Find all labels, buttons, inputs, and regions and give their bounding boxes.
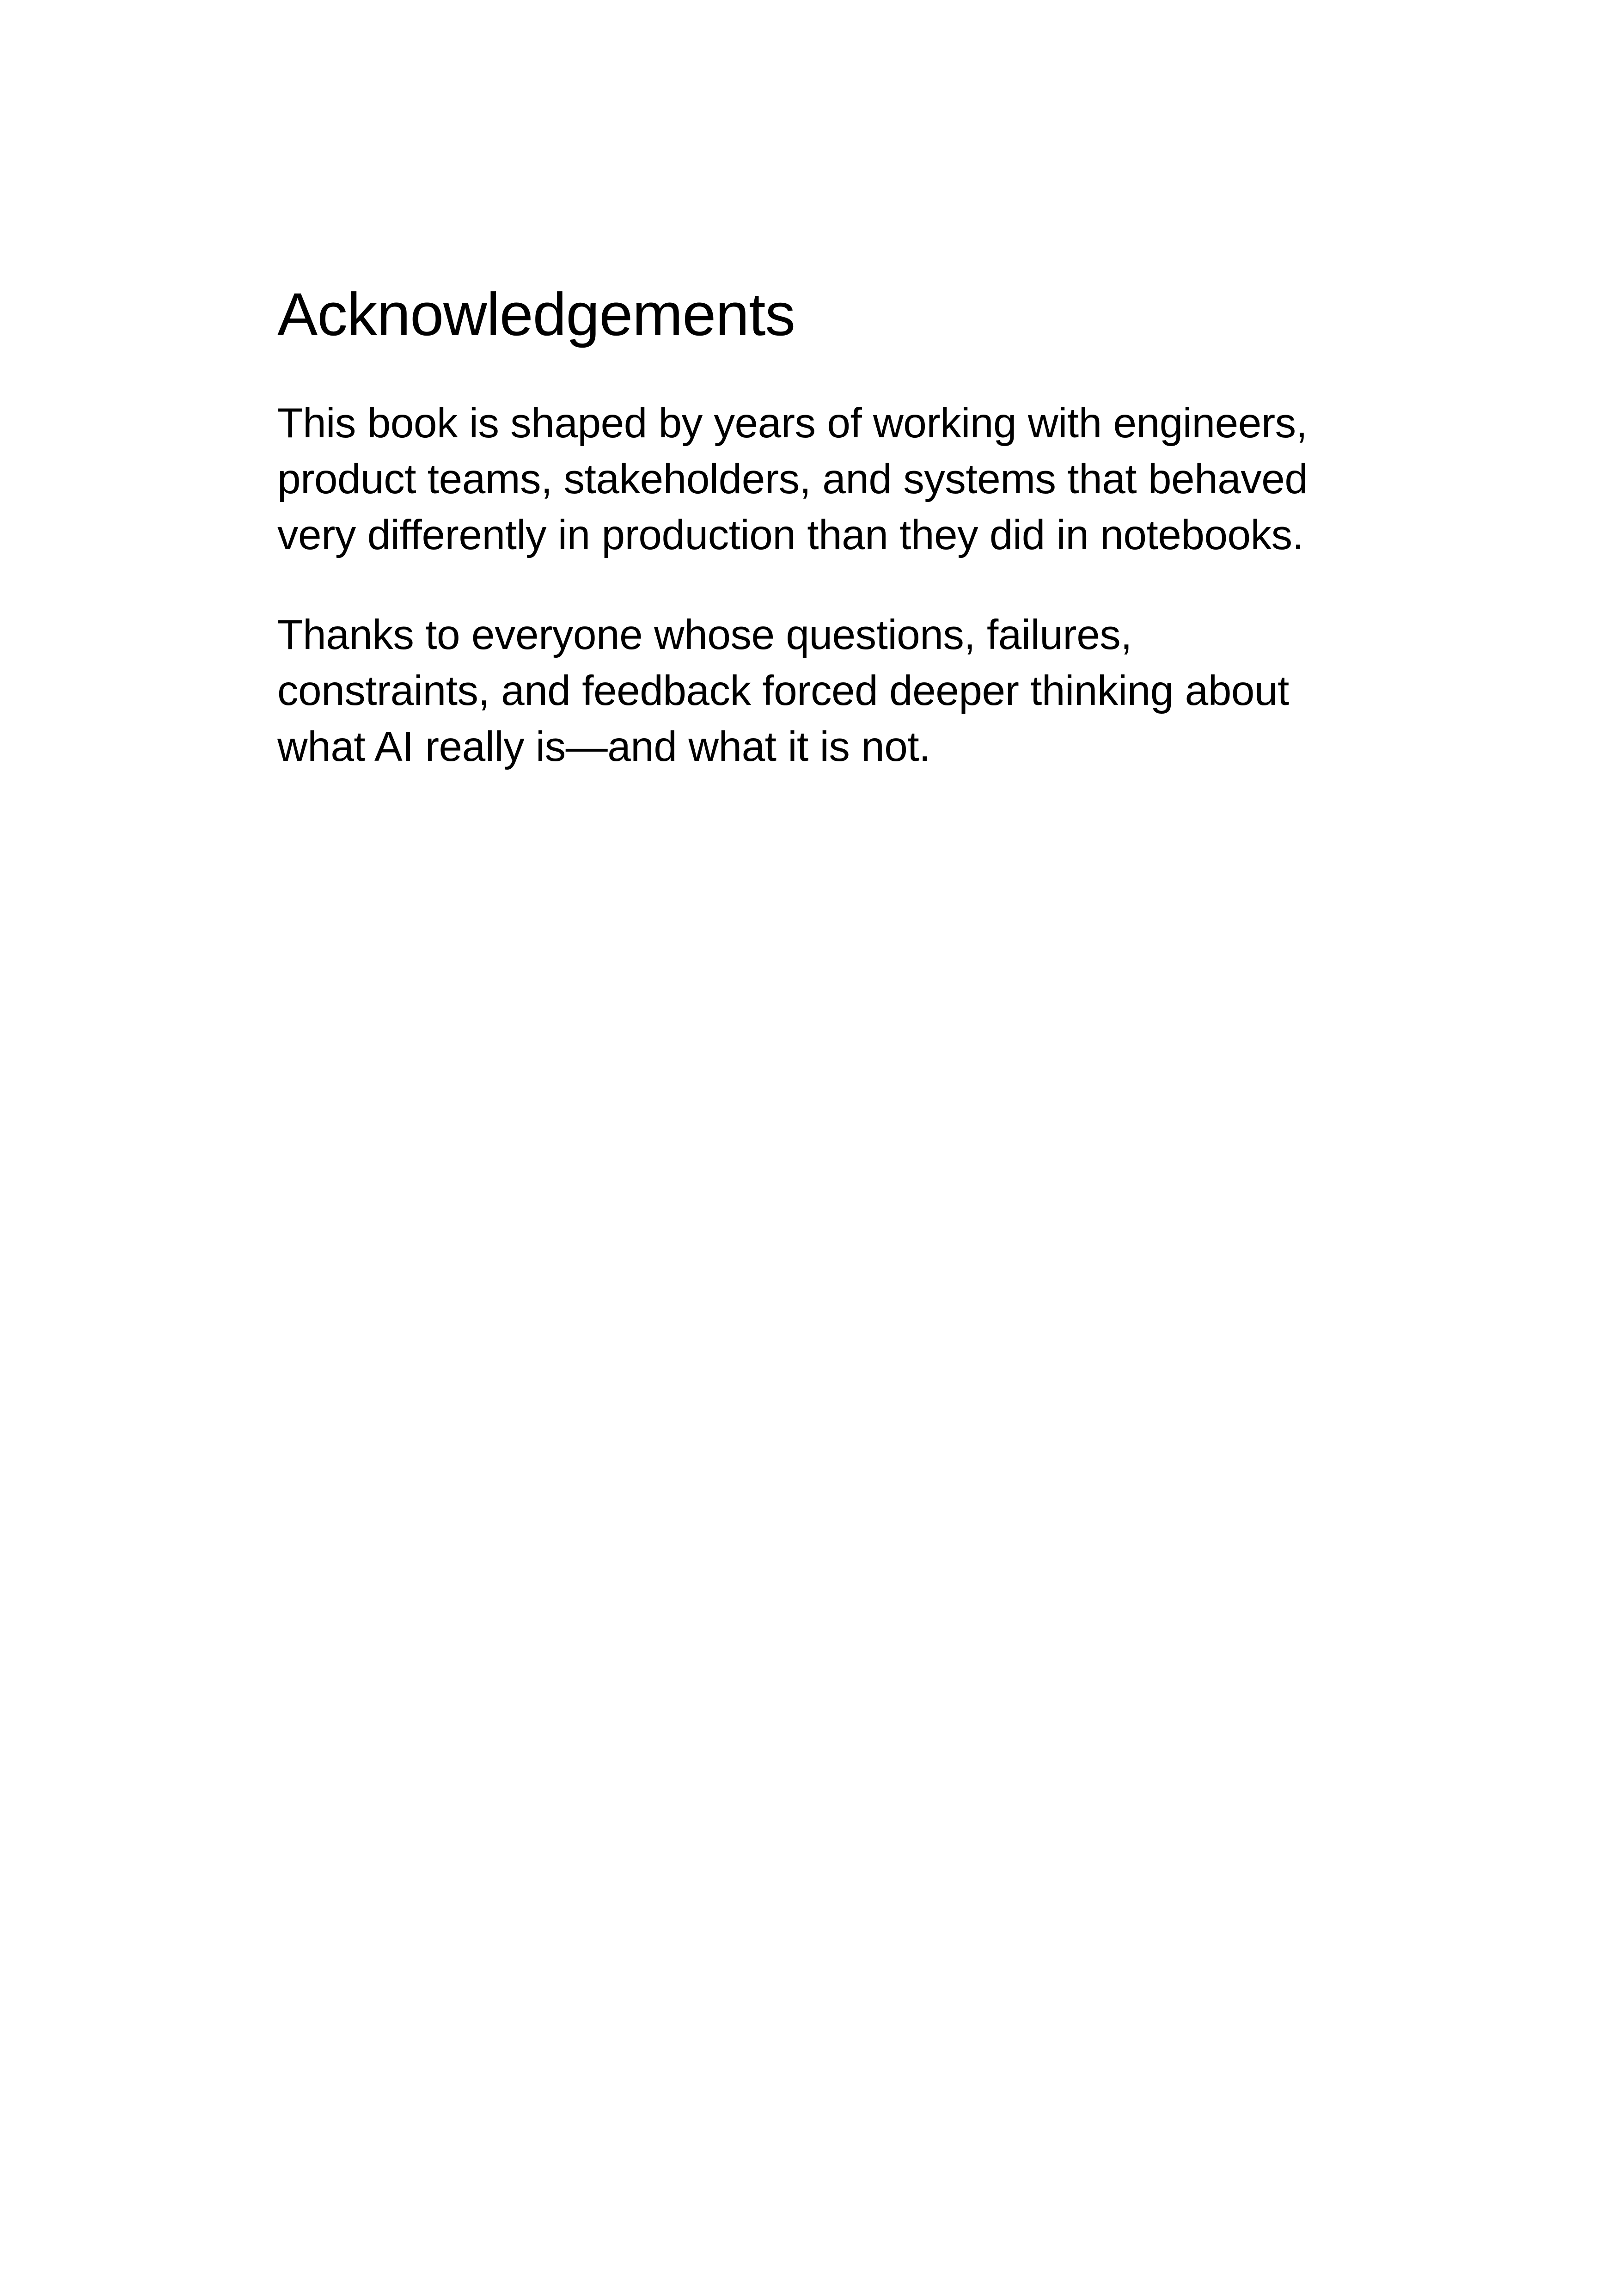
page-content xyxy=(277,277,1387,775)
paragraph-line: This book is shaped by years of working with engineers, xyxy=(277,400,1308,447)
paragraph-line: what AI really is—and what it is not. xyxy=(277,723,930,770)
paragraph-line: product teams, stakeholders, and systems that behaved xyxy=(277,456,1308,502)
page-title: Acknowledgements xyxy=(277,280,795,348)
paragraph-line: very differently in production than they did in notebooks. xyxy=(277,512,1304,558)
paragraph-line: constraints, and feedback forced deeper thinking about xyxy=(277,667,1289,714)
paragraph-intro xyxy=(277,395,1387,563)
paragraph-thanks xyxy=(277,607,1387,775)
paragraph-line: Thanks to everyone whose questions, failures, xyxy=(277,612,1132,658)
